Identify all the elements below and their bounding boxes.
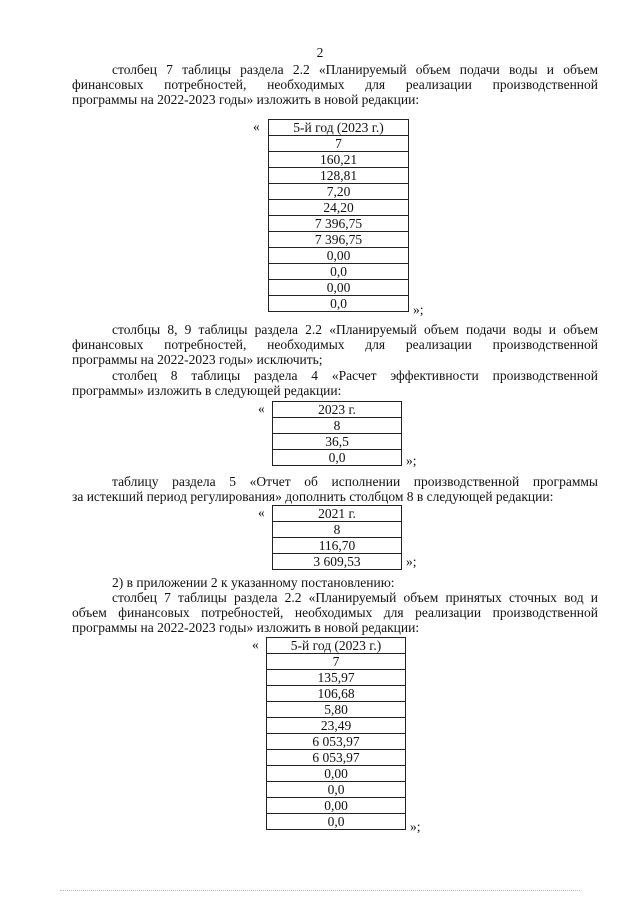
- paragraph-line: финансовых потребностей, необходимых для реализации производственной: [72, 77, 598, 92]
- table-row: [273, 418, 402, 434]
- table-row: [267, 670, 406, 686]
- table-2-body: [273, 402, 402, 466]
- table-cell: 6 053,97: [267, 734, 406, 750]
- table-row: [267, 702, 406, 718]
- table-row: [269, 280, 409, 296]
- paragraph-1: [72, 62, 598, 107]
- paragraph-4: [72, 474, 598, 504]
- closing-quote: »;: [406, 453, 417, 468]
- paragraph-line: программы на 2022-2023 годы» исключить;: [72, 352, 323, 367]
- table-cell: 128,81: [269, 168, 409, 184]
- table-cell: 0,00: [269, 280, 409, 296]
- table-1: [268, 119, 409, 312]
- table-cell: 7 396,75: [269, 216, 409, 232]
- table-cell: 5-й год (2023 г.): [267, 638, 406, 654]
- table-cell: 0,0: [267, 814, 406, 830]
- paragraph-line: таблицу раздела 5 «Отчет об исполнении производственной программы: [112, 474, 598, 489]
- table-row: [269, 248, 409, 264]
- table-cell: 160,21: [269, 152, 409, 168]
- paragraph-2: [72, 322, 598, 367]
- table-cell: 0,0: [273, 450, 402, 466]
- paragraph-line: столбец 8 таблицы раздела 4 «Расчет эффективности производственной: [112, 368, 598, 383]
- table-row: [267, 750, 406, 766]
- table-row: [273, 538, 402, 554]
- table-cell: 2023 г.: [273, 402, 402, 418]
- table-cell: 36,5: [273, 434, 402, 450]
- table-row: [269, 264, 409, 280]
- table-cell: 24,20: [269, 200, 409, 216]
- table-cell: 0,0: [269, 296, 409, 312]
- table-row: [269, 168, 409, 184]
- table-row: [273, 554, 402, 570]
- table-4: [266, 637, 406, 830]
- table-cell: 0,00: [267, 766, 406, 782]
- table-row: [267, 718, 406, 734]
- closing-quote: »;: [410, 819, 421, 834]
- table-cell: 116,70: [273, 538, 402, 554]
- table-row: [273, 434, 402, 450]
- table-cell: 2021 г.: [273, 506, 402, 522]
- opening-quote: «: [258, 401, 265, 416]
- table-cell: 8: [273, 418, 402, 434]
- paragraph-line: столбцы 8, 9 таблицы раздела 2.2 «Планируемый объем подачи воды и объем: [112, 322, 598, 337]
- table-row: [269, 184, 409, 200]
- closing-quote: »;: [406, 554, 417, 569]
- opening-quote: «: [258, 505, 265, 520]
- table-cell: 0,00: [267, 798, 406, 814]
- table-cell: 0,0: [267, 782, 406, 798]
- opening-quote: «: [253, 119, 260, 134]
- table-row: [269, 152, 409, 168]
- table-row: [273, 450, 402, 466]
- table-row: [267, 814, 406, 830]
- table-row: [269, 232, 409, 248]
- table-3-body: [273, 506, 402, 570]
- table-cell: 135,97: [267, 670, 406, 686]
- table-cell: 5,80: [267, 702, 406, 718]
- table-1-body: [269, 120, 409, 312]
- table-cell: 7: [267, 654, 406, 670]
- table-row: [269, 296, 409, 312]
- opening-quote: «: [252, 637, 259, 652]
- table-row: [273, 522, 402, 538]
- table-4-body: [267, 638, 406, 830]
- table-cell: 6 053,97: [267, 750, 406, 766]
- table-row: [273, 506, 402, 522]
- table-row: [273, 402, 402, 418]
- table-row: [267, 734, 406, 750]
- paragraph-line: программы» изложить в следующей редакции:: [72, 383, 342, 398]
- paragraph-line: 2) в приложении 2 к указанному постановлению:: [112, 575, 395, 590]
- table-row: [269, 136, 409, 152]
- page-number: 2: [316, 45, 324, 60]
- table-cell: 7: [269, 136, 409, 152]
- table-cell: 5-й год (2023 г.): [269, 120, 409, 136]
- table-cell: 3 609,53: [273, 554, 402, 570]
- table-cell: 23,49: [267, 718, 406, 734]
- table-3: [272, 505, 402, 570]
- table-cell: 8: [273, 522, 402, 538]
- table-cell: 7,20: [269, 184, 409, 200]
- table-2: [272, 401, 402, 466]
- paragraph-line: программы на 2022-2023 годы» изложить в новой редакции:: [72, 620, 420, 635]
- paragraph-line: объем финансовых потребностей, необходимых для реализации производственной: [72, 605, 598, 620]
- table-row: [267, 798, 406, 814]
- table-cell: 0,0: [269, 264, 409, 280]
- table-row: [269, 216, 409, 232]
- table-row: [267, 686, 406, 702]
- table-cell: 0,00: [269, 248, 409, 264]
- scan-artifact-line: [60, 890, 580, 892]
- table-row: [269, 120, 409, 136]
- paragraph-3: [72, 368, 598, 398]
- paragraph-line: за истекший период регулирования» дополнить столбцом 8 в следующей редакции:: [72, 489, 554, 504]
- table-row: [267, 654, 406, 670]
- table-cell: 106,68: [267, 686, 406, 702]
- paragraph-5: [72, 575, 598, 635]
- table-row: [269, 200, 409, 216]
- table-cell: 7 396,75: [269, 232, 409, 248]
- paragraph-line: финансовых потребностей, необходимых для реализации производственной: [72, 337, 598, 352]
- table-row: [267, 766, 406, 782]
- paragraph-line: столбец 7 таблицы раздела 2.2 «Планируемый объем подачи воды и объем: [112, 62, 598, 77]
- table-row: [267, 638, 406, 654]
- closing-quote: »;: [413, 302, 424, 317]
- table-row: [267, 782, 406, 798]
- paragraph-line: столбец 7 таблицы раздела 2.2 «Планируемый объем принятых сточных вод и: [112, 590, 598, 605]
- paragraph-line: программы на 2022-2023 годы» изложить в новой редакции:: [72, 92, 420, 107]
